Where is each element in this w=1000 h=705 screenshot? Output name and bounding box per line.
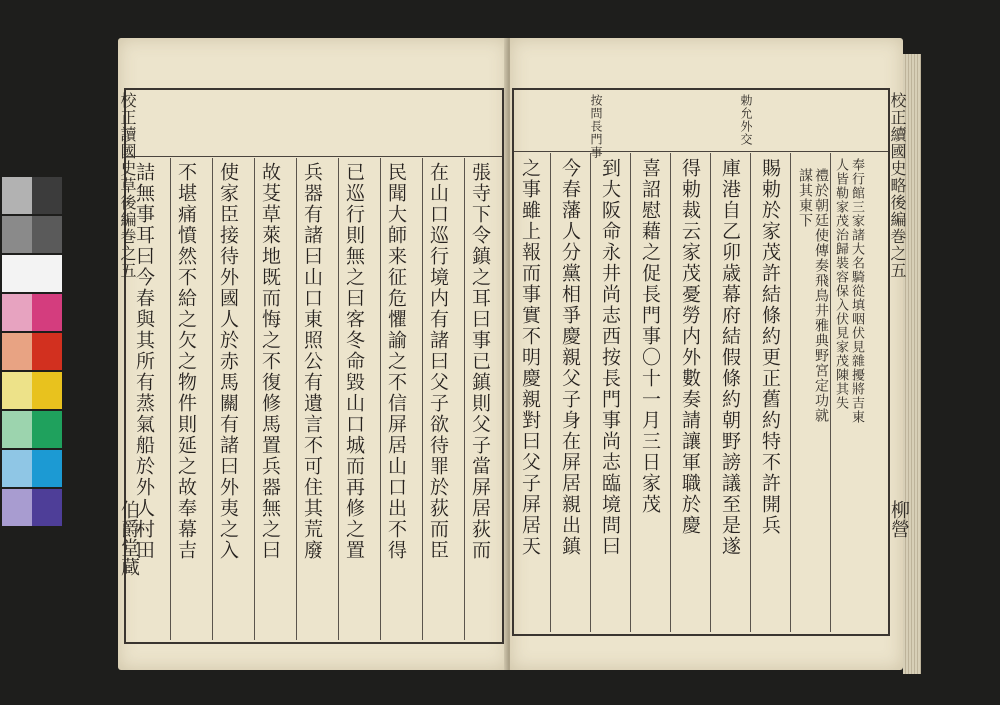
head-note: 按問長門事 (589, 94, 603, 159)
column-rule (550, 153, 551, 632)
text-column: 故芟草萊地既而悔之不復修馬置兵器無之曰 (259, 162, 281, 561)
text-column: 在山口巡行境内有諸曰父子欲待罪於荻而臣 (427, 162, 449, 561)
light-green-swatch (2, 411, 32, 448)
publisher-imprint: 伯爵堂蔵 (118, 500, 140, 576)
annotation-column: 奉行館三家諸大名騎從填咽伏見雜擾將吉東 (849, 158, 864, 424)
white-swatch (2, 255, 62, 292)
column-rule (464, 158, 465, 640)
text-column: 使家臣接待外國人於赤馬關有諸曰外夷之入 (217, 162, 239, 561)
column-rule (790, 153, 791, 632)
light-yellow-swatch (2, 372, 32, 409)
pink-swatch (2, 294, 32, 331)
gray-swatch (32, 216, 62, 253)
cyan-swatch (32, 450, 62, 487)
gray-swatch (32, 177, 62, 214)
text-column: 詰無事耳曰今春與其所有蒸氣船於外人村田 (133, 162, 155, 561)
open-book (118, 38, 923, 670)
light-cyan-swatch (2, 450, 32, 487)
text-column: 民聞大師来征危懼諭之不信屏居山口出不得 (385, 162, 407, 561)
text-column: 到大阪命永井尚志西按長門事尚志臨境問曰 (599, 158, 621, 557)
lavender-swatch (2, 489, 32, 526)
head-note: 勅允外交 (739, 94, 753, 146)
text-column: 今春藩人分黨相爭慶親父子身在屏居親出鎮 (559, 158, 581, 557)
header-rule (514, 151, 888, 152)
column-rule (750, 153, 751, 632)
right-page (510, 38, 910, 670)
column-rule (170, 158, 171, 640)
column-rule (590, 153, 591, 632)
text-column: 庫港自乙卯歳幕府結假條約朝野謗議至是遂 (719, 158, 741, 557)
column-rule (296, 158, 297, 640)
text-column: 張寺下令鎮之耳曰事已鎮則父子當屏居荻而 (469, 162, 491, 561)
column-rule (338, 158, 339, 640)
column-rule (212, 158, 213, 640)
text-column: 已巡行則無之曰客冬命毀山口城而再修之置 (343, 162, 365, 561)
annotation-column: 人皆勒家茂治歸裝容保入伏見家茂陳其失 (833, 158, 848, 410)
annotation-column: 謀其東下 (797, 168, 813, 228)
column-rule (670, 153, 671, 632)
text-column: 賜勅於家茂許結條約更正舊約特不許開兵 (759, 158, 781, 536)
red-swatch (32, 333, 62, 370)
column-rule (422, 158, 423, 640)
text-column: 喜詔慰藉之促長門事〇十一月三日家茂 (639, 158, 661, 515)
text-column: 兵器有諸曰山口東照公有遺言不可住其荒廢 (301, 162, 323, 561)
color-calibration-strip (0, 177, 64, 525)
text-column: 得勅裁云家茂憂勞内外數奏請讓軍職於慶 (679, 158, 701, 536)
header-rule (126, 156, 502, 157)
salmon-swatch (2, 333, 32, 370)
left-page (118, 38, 508, 670)
gray-swatch (2, 177, 32, 214)
column-rule (254, 158, 255, 640)
text-column: 之事雖上報而事實不明慶親對曰父子屏居天 (519, 158, 541, 557)
magenta-swatch (32, 294, 62, 331)
folio-mark: 柳營 (888, 500, 910, 538)
annotation-column: 禮於朝廷使傳奏飛鳥井雅典野宮定功就 (813, 168, 829, 423)
violet-swatch (32, 489, 62, 526)
green-swatch (32, 411, 62, 448)
margin-title: 校正讀國史草後編巻之五 (118, 92, 137, 279)
column-rule (380, 158, 381, 640)
gray-swatch (2, 216, 32, 253)
text-column: 不堪痛憤然不給之欠之物件則延之故奉幕吉 (175, 162, 197, 561)
column-rule (630, 153, 631, 632)
yellow-swatch (32, 372, 62, 409)
column-rule (830, 153, 831, 632)
margin-title: 校正續國史略後編巻之五 (888, 92, 907, 279)
column-rule (710, 153, 711, 632)
